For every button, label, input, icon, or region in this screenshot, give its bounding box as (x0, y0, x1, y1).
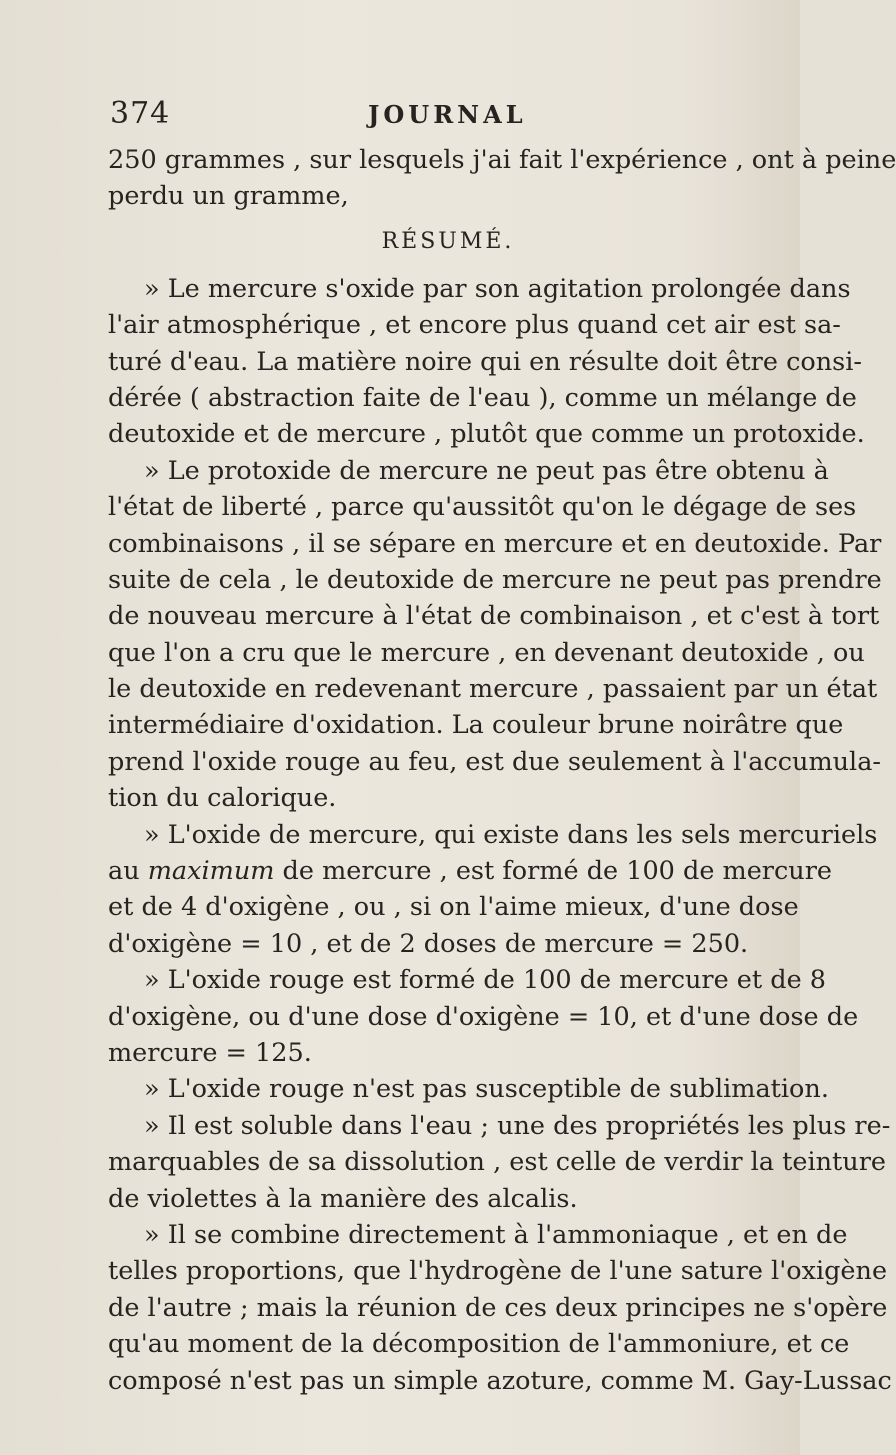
running-head: JOURNAL (368, 100, 527, 129)
text-line: d'oxigène = 10 , et de 2 doses de mercure = 250. (108, 928, 749, 959)
paragraph (108, 817, 878, 963)
intro-line: perdu un gramme, (108, 181, 349, 212)
text-line: telles proportions, que l'hydrogène de l'une sature l'oxigène (108, 1256, 888, 1287)
italic-term: maximum (147, 856, 275, 887)
text-line: » Le protoxide de mercure ne peut pas être obtenu à (144, 455, 829, 486)
text-line: » Le mercure s'oxide par son agitation prolongée dans (144, 273, 851, 304)
text-run: de mercure , est formé de 100 de mercure (274, 856, 832, 887)
text-line: tion du calorique. (108, 783, 337, 814)
text-line: qu'au moment de la décomposition de l'ammoniure, et ce (108, 1329, 850, 1360)
text-line: mercure = 125. (108, 1037, 312, 1068)
paragraph (108, 271, 865, 453)
text-line: intermédiaire d'oxidation. La couleur brune noirâtre que (108, 710, 844, 741)
text-line: le deutoxide en redevenant mercure , passaient par un état (108, 674, 878, 705)
section-title: RÉSUMÉ. (381, 228, 515, 254)
paragraph (108, 1217, 892, 1399)
text-line: » L'oxide rouge est formé de 100 de mercure et de 8 (144, 965, 826, 996)
text-line: suite de cela , le deutoxide de mercure ne peut pas prendre (108, 564, 882, 595)
text-line: l'air atmosphérique , et encore plus quand cet air est sa- (108, 310, 841, 341)
text-line: marquables de sa dissolution , est celle de verdir la teinture (108, 1147, 886, 1178)
text-line: d'oxigène, ou d'une dose d'oxigène = 10, et d'une dose de (108, 1001, 859, 1032)
paragraphs (108, 271, 892, 1399)
body-text (108, 142, 896, 1399)
text-line: de violettes à la manière des alcalis. (108, 1183, 578, 1214)
paragraph (108, 1071, 829, 1107)
text-line: l'état de liberté , parce qu'aussitôt qu'on le dégage de ses (108, 492, 857, 523)
text-line: » L'oxide rouge n'est pas susceptible de sublimation. (144, 1074, 829, 1105)
paragraph (108, 1108, 891, 1217)
page-header (110, 96, 670, 136)
text-line: dérée ( abstraction faite de l'eau ), comme un mélange de (108, 382, 857, 413)
text-line: combinaisons , il se sépare en mercure et en deutoxide. Par (108, 528, 882, 559)
paragraph (108, 453, 882, 817)
paragraph (108, 962, 859, 1071)
text-line: et de 4 d'oxigène , ou , si on l'aime mieux, d'une dose (108, 892, 799, 923)
text-line: que l'on a cru que le mercure , en devenant deutoxide , ou (108, 637, 865, 668)
page-number: 374 (110, 96, 171, 131)
intro-line: 250 grammes , sur lesquels j'ai fait l'expérience , ont à peine (108, 145, 896, 175)
text-line: de l'autre ; mais la réunion de ces deux principes ne s'opère (108, 1292, 888, 1323)
text-line: deutoxide et de mercure , plutôt que comme un protoxide. (108, 419, 865, 450)
text-line: » L'oxide de mercure, qui existe dans les sels mercuriels (144, 819, 878, 850)
text-run: au (108, 856, 148, 887)
text-line: » Il est soluble dans l'eau ; une des propriétés les plus re- (144, 1110, 891, 1141)
text-line: » Il se combine directement à l'ammoniaque , et en de (144, 1219, 848, 1250)
text-line: de nouveau mercure à l'état de combinaison , et c'est à tort (108, 601, 880, 632)
text-line: composé n'est pas un simple azoture, comme M. Gay-Lussac (108, 1365, 892, 1396)
text-line (108, 853, 832, 889)
text-line: turé d'eau. La matière noire qui en résulte doit être consi- (108, 346, 862, 377)
text-line: prend l'oxide rouge au feu, est due seulement à l'accumula- (108, 746, 882, 777)
